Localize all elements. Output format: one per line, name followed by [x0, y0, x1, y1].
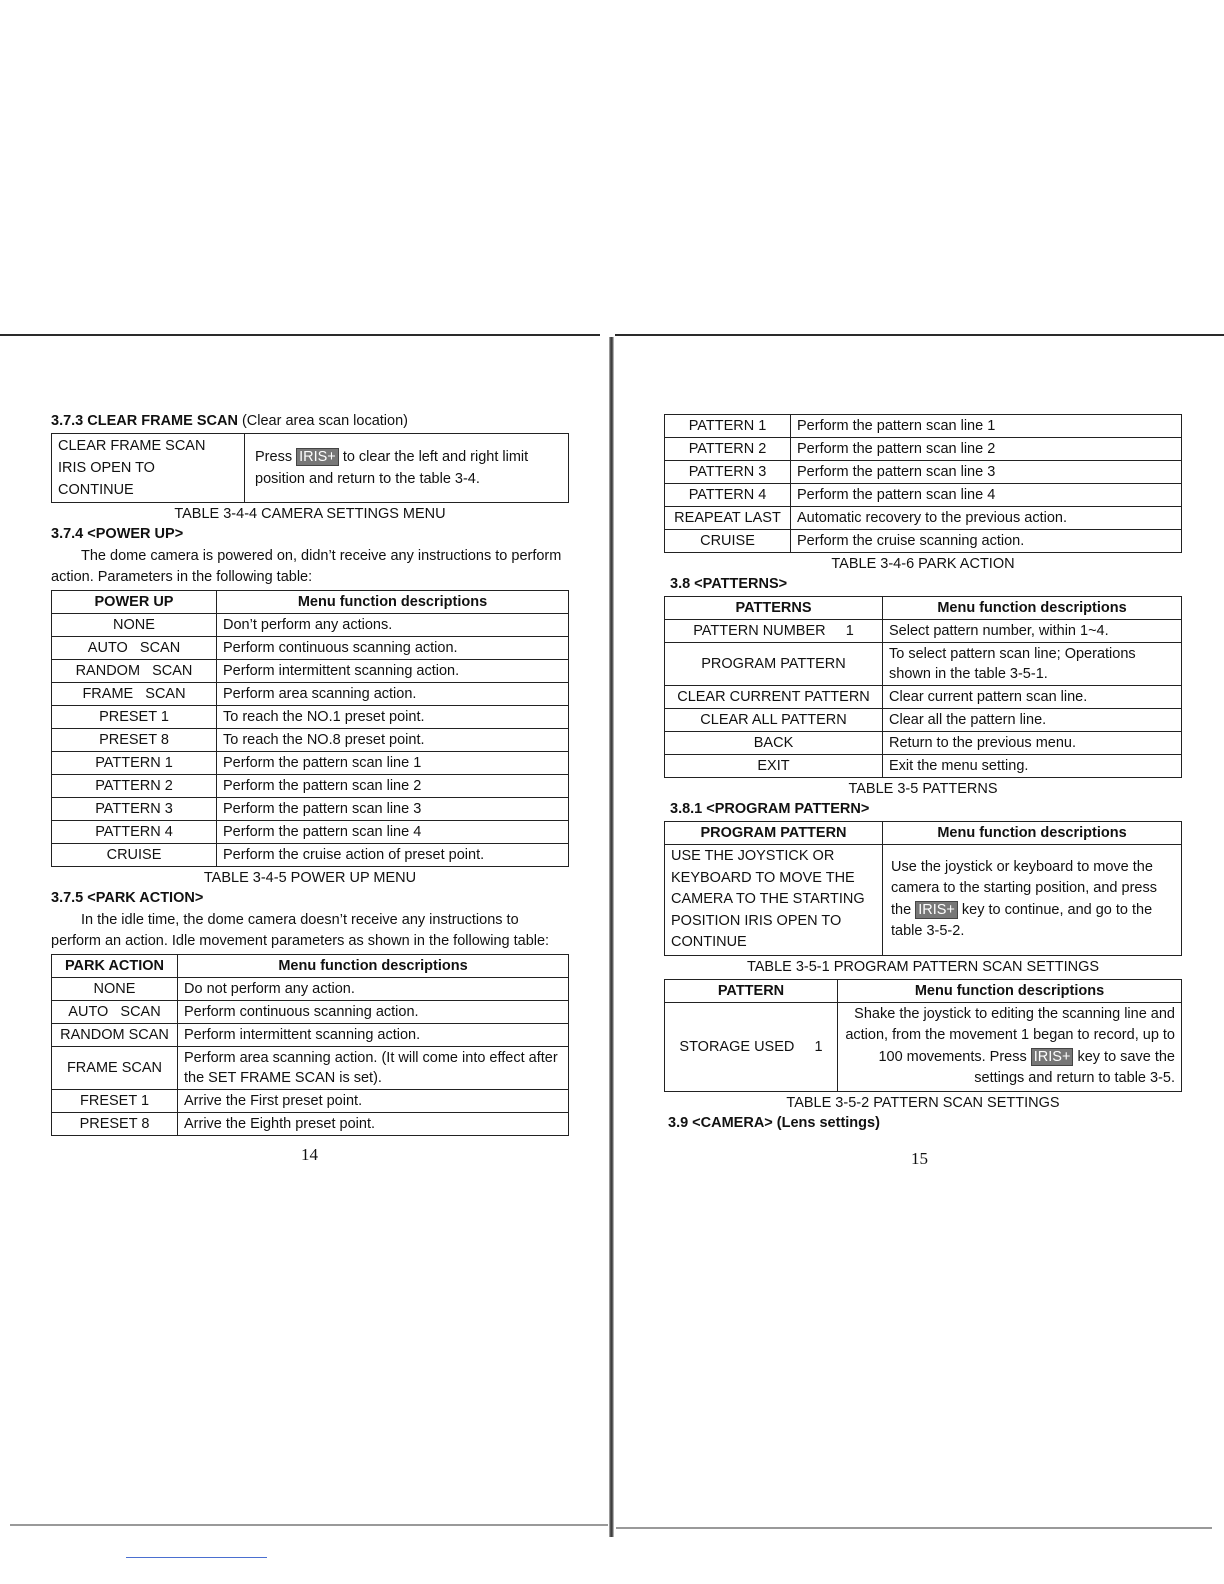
section-subtitle: (Clear area scan location): [241, 413, 408, 429]
table-header-row: [665, 822, 1182, 845]
table-cell-left: STORAGE USED 1: [665, 1002, 838, 1091]
table-cell-key: PATTERN 1: [52, 752, 217, 775]
table-header-row: [665, 597, 1182, 620]
table-cell-key: CRUISE: [665, 530, 791, 553]
table-cell-key: FRAME SCAN: [52, 683, 217, 706]
table-header-row: [52, 591, 569, 614]
table-header: Menu function descriptions: [883, 822, 1182, 845]
table-row: [52, 434, 569, 503]
table-row: [665, 461, 1182, 484]
table-row: [665, 484, 1182, 507]
page-number-left: 14: [301, 1145, 318, 1164]
table-cell-description: To reach the NO.1 preset point.: [217, 706, 569, 729]
table-cell-key: FRAME SCAN: [52, 1047, 178, 1090]
section-paragraph: In the idle time, the dome camera doesn’t receive any instructions to perform an action. Idle movement parameters as shown in the following table:: [51, 912, 550, 949]
table-header: PATTERNS: [665, 597, 883, 620]
iris-key: IRIS+: [1031, 1048, 1074, 1066]
table-cell-key: RANDOM SCAN: [52, 1024, 178, 1047]
section-number: 3.7.3: [51, 413, 84, 429]
table-cell-description: Perform the pattern scan line 4: [791, 484, 1182, 507]
table-caption: TABLE 3-4-4 CAMERA SETTINGS MENU: [174, 506, 446, 522]
table-cell-description: Perform the cruise action of preset point.: [217, 844, 569, 867]
table-header: Menu function descriptions: [838, 979, 1182, 1002]
table-cell-description: Perform continuous scanning action.: [217, 637, 569, 660]
table-cell-right: [245, 434, 569, 503]
table-cell-key: PATTERN 3: [52, 798, 217, 821]
table-row: [52, 706, 569, 729]
table-cell-key: CLEAR CURRENT PATTERN: [665, 686, 883, 709]
table-cell-description: Clear all the pattern line.: [883, 709, 1182, 732]
section-title: CLEAR FRAME SCAN: [87, 413, 238, 429]
table-cell-key: PATTERN 4: [665, 484, 791, 507]
table-row: [665, 438, 1182, 461]
table-cell-description: Perform the pattern scan line 1: [217, 752, 569, 775]
table-cell-key: FRESET 1: [52, 1090, 178, 1113]
table-cell-key: PATTERN 4: [52, 821, 217, 844]
table-row: [665, 415, 1182, 438]
table-caption: TABLE 3-5 PATTERNS: [848, 781, 998, 797]
table-row: [52, 752, 569, 775]
table-cell-key: PATTERN 2: [665, 438, 791, 461]
cell-line: CONTINUE: [671, 934, 747, 950]
table-header-row: [52, 955, 569, 978]
top-rule-right: [615, 334, 1224, 336]
section-title: 3.9 <CAMERA>: [668, 1114, 773, 1131]
table-cell-description: Perform the pattern scan line 4: [217, 821, 569, 844]
table-cell-description: Perform the pattern scan line 1: [791, 415, 1182, 438]
cell-text: Use the joystick or keyboard to move the camera to the starting position, and press the: [891, 858, 1157, 918]
table-cell-description: Perform intermittent scanning action.: [217, 660, 569, 683]
table-cell-description: Perform the pattern scan line 2: [217, 775, 569, 798]
top-rule-left: [0, 334, 600, 336]
table-cell-description: To select pattern scan line; Operations shown in the table 3-5-1.: [883, 643, 1182, 686]
table-cell-description: Perform area scanning action.: [217, 683, 569, 706]
cell-text: to clear the left and right limit: [342, 449, 529, 465]
table-row: [665, 732, 1182, 755]
table-cell-description: Automatic recovery to the previous action.: [791, 507, 1182, 530]
table-cell-left: [52, 434, 245, 503]
cell-line: CAMERA TO THE STARTING: [671, 891, 865, 907]
table-cell-description: Perform the cruise scanning action.: [791, 530, 1182, 553]
table-caption: TABLE 3-5-1 PROGRAM PATTERN SCAN SETTINGS: [746, 958, 1100, 975]
table-cell-description: Arrive the First preset point.: [178, 1090, 569, 1113]
left-page: [51, 411, 569, 1136]
cell-line: [255, 446, 562, 468]
table-row: [52, 614, 569, 637]
cell-line: CONTINUE: [58, 482, 134, 498]
table-row: [665, 686, 1182, 709]
table-row: [665, 1002, 1182, 1091]
table-header: PATTERN: [665, 979, 838, 1002]
table-header-row: [665, 979, 1182, 1002]
table-header: Menu function descriptions: [217, 591, 569, 614]
table-row: [52, 798, 569, 821]
table-row: [52, 637, 569, 660]
table-cell-key: PATTERN 1: [665, 415, 791, 438]
table-row: [52, 775, 569, 798]
table-row: [52, 1090, 569, 1113]
cell-line: KEYBOARD TO MOVE THE: [671, 869, 855, 886]
cell-line: USE THE JOYSTICK OR: [671, 848, 835, 864]
table-cell-key: PROGRAM PATTERN: [665, 643, 883, 686]
table-cell-key: PATTERN 3: [665, 461, 791, 484]
table-cell-description: Clear current pattern scan line.: [883, 686, 1182, 709]
section-paragraph: The dome camera is powered on, didn’t receive any instructions to perform action. Parameters in the following table:: [51, 548, 562, 585]
right-page: [664, 414, 1182, 1135]
table-cell-key: CLEAR ALL PATTERN: [665, 709, 883, 732]
table-row: [665, 643, 1182, 686]
table-cell-key: PATTERN NUMBER 1: [665, 620, 883, 643]
cell-line: POSITION IRIS OPEN TO: [671, 912, 842, 929]
table-cell-description: Perform continuous scanning action.: [178, 1001, 569, 1024]
table-cell-key: AUTO SCAN: [52, 637, 217, 660]
table-row: [52, 821, 569, 844]
section-3-8-1-heading: 3.8.1 <PROGRAM PATTERN>: [670, 801, 870, 817]
table-cell-description: Arrive the Eighth preset point.: [178, 1113, 569, 1136]
table-row: [52, 1113, 569, 1136]
table-row: [52, 660, 569, 683]
table-row: [52, 1024, 569, 1047]
table-header: PARK ACTION: [52, 955, 178, 978]
table-row: [52, 729, 569, 752]
table-caption: TABLE 3-4-6 PARK ACTION: [831, 556, 1015, 572]
iris-key: IRIS+: [915, 901, 958, 919]
table-header: Menu function descriptions: [883, 597, 1182, 620]
table-row: [665, 709, 1182, 732]
pattern-scan-table: [664, 979, 1182, 1092]
patterns-table: [664, 596, 1182, 778]
bottom-rule-right: [616, 1527, 1212, 1529]
clear-frame-table: [51, 433, 569, 503]
table-header: PROGRAM PATTERN: [665, 822, 883, 845]
table-row: [665, 620, 1182, 643]
section-3-7-3-heading: [51, 413, 569, 429]
table-cell-key: NONE: [52, 978, 178, 1001]
program-pattern-table: [664, 821, 1182, 956]
table-row: [52, 1001, 569, 1024]
table-cell-key: REAPEAT LAST: [665, 507, 791, 530]
table-cell-description: Perform the pattern scan line 3: [791, 461, 1182, 484]
section-3-7-5-heading: 3.7.5 <PARK ACTION>: [51, 890, 204, 906]
table-cell-description: Don’t perform any actions.: [217, 614, 569, 637]
table-cell-key: AUTO SCAN: [52, 1001, 178, 1024]
iris-key: IRIS+: [296, 448, 339, 466]
cell-line: position and return to the table 3-4.: [255, 471, 480, 487]
table-row: [52, 1047, 569, 1090]
table-row: [665, 507, 1182, 530]
table-caption: TABLE 3-5-2 PATTERN SCAN SETTINGS: [786, 1094, 1060, 1111]
table-cell-key: PATTERN 2: [52, 775, 217, 798]
table-row: [665, 755, 1182, 778]
table-cell-right: [838, 1002, 1182, 1091]
table-cell-key: EXIT: [665, 755, 883, 778]
table-cell-description: Perform intermittent scanning action.: [178, 1024, 569, 1047]
table-cell-key: RANDOM SCAN: [52, 660, 217, 683]
table-row: [665, 530, 1182, 553]
section-3-9-heading: [668, 1115, 1182, 1131]
table-cell-description: To reach the NO.8 preset point.: [217, 729, 569, 752]
cell-line: CLEAR FRAME SCAN: [58, 438, 206, 454]
table-cell-description: Do not perform any action.: [178, 978, 569, 1001]
table-cell-key: BACK: [665, 732, 883, 755]
cell-text: key to save the settings and return to table 3-5.: [974, 1048, 1175, 1086]
power-up-table: [51, 590, 569, 867]
table-cell-key: PRESET 8: [52, 1113, 178, 1136]
blue-mark: [126, 1557, 267, 1558]
table-row: [52, 978, 569, 1001]
table-cell-right: [883, 845, 1182, 956]
section-3-7-4-heading: 3.7.4 <POWER UP>: [51, 526, 184, 542]
table-cell-key: PRESET 8: [52, 729, 217, 752]
section-subtitle: (Lens settings): [776, 1114, 880, 1131]
table-cell-description: Perform area scanning action. (It will come into effect after the SET FRAME SCAN is set).: [178, 1047, 569, 1090]
table-cell-key: PRESET 1: [52, 706, 217, 729]
table-header: Menu function descriptions: [178, 955, 569, 978]
table-cell-description: Perform the pattern scan line 2: [791, 438, 1182, 461]
section-3-8-heading: 3.8 <PATTERNS>: [670, 576, 788, 592]
page-number-right: 15: [911, 1149, 928, 1168]
park-action-table-continued: [664, 414, 1182, 553]
book-spine: [609, 337, 614, 1537]
table-cell-description: Select pattern number, within 1~4.: [883, 620, 1182, 643]
bottom-rule-left: [10, 1524, 608, 1526]
table-caption: TABLE 3-4-5 POWER UP MENU: [203, 870, 417, 886]
park-action-table: [51, 954, 569, 1136]
press-text: Press: [255, 449, 293, 465]
table-header: POWER UP: [52, 591, 217, 614]
table-row: [665, 845, 1182, 956]
table-cell-description: Perform the pattern scan line 3: [217, 798, 569, 821]
table-row: [52, 683, 569, 706]
table-cell-left: [665, 845, 883, 956]
table-cell-description: Exit the menu setting.: [883, 755, 1182, 778]
table-cell-key: CRUISE: [52, 844, 217, 867]
cell-text: Shake the joystick to editing the scanning line and action, from the movement 1 began to record, up to 100 movements. Press: [845, 1005, 1175, 1065]
cell-line: IRIS OPEN TO: [58, 460, 155, 476]
table-cell-description: Return to the previous menu.: [883, 732, 1182, 755]
table-cell-key: NONE: [52, 614, 217, 637]
cell-text: key to continue, and go to the table 3-5-2.: [891, 901, 1153, 940]
table-row: [52, 844, 569, 867]
